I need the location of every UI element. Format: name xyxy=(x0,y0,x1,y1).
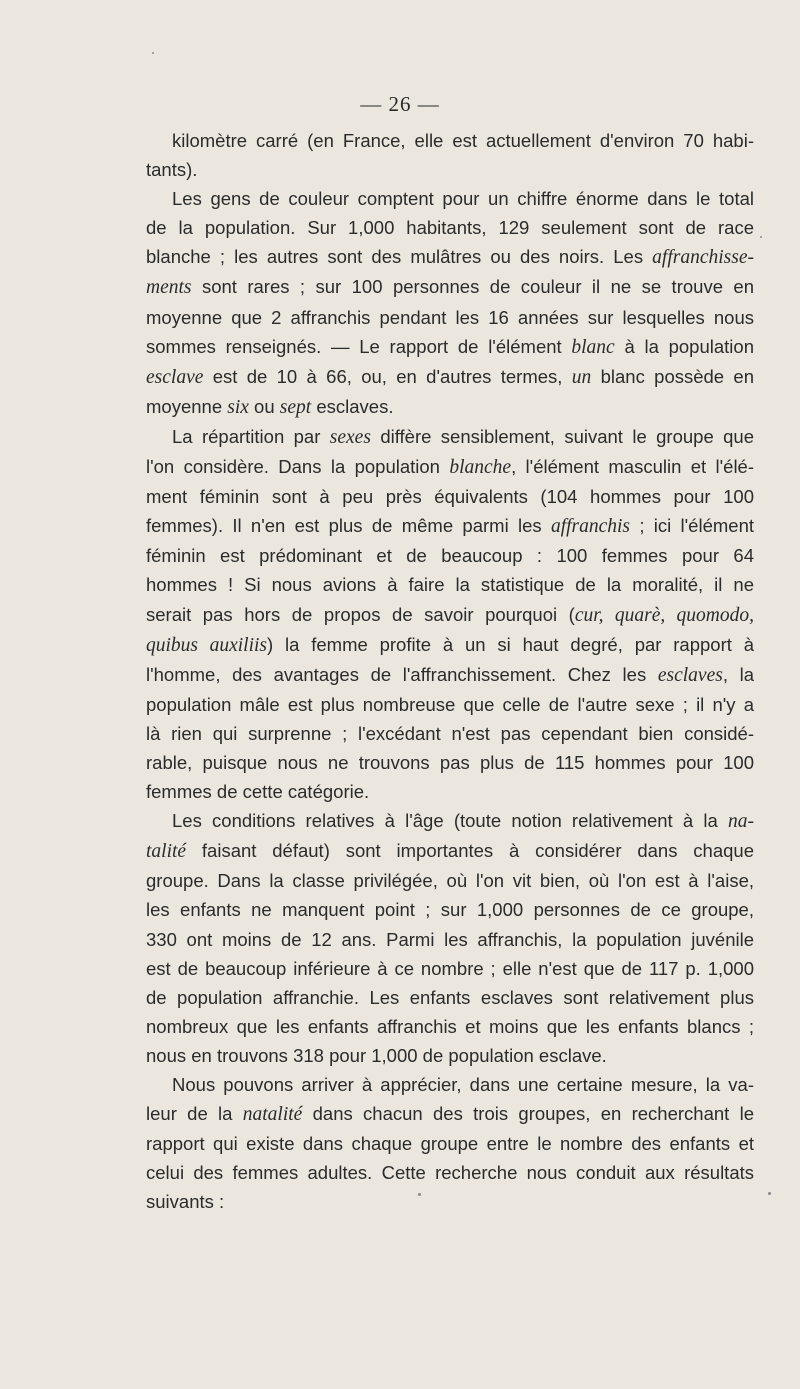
text-run: moyenne xyxy=(146,395,228,417)
print-speck xyxy=(760,236,762,238)
text-run: est de beaucoup inférieure à ce nombre ; elle n'est que de 117 p. 1,000 xyxy=(146,957,754,979)
text-run: femmes de cette catégorie. xyxy=(146,781,370,803)
text-run: celui des femmes adultes. Cette recherche nous conduit aux résultats xyxy=(146,1162,754,1184)
text-line xyxy=(146,1041,754,1070)
italic-text: blanche xyxy=(449,457,512,479)
italic-text: blanc xyxy=(571,336,615,358)
text-run: La répartition par xyxy=(172,425,330,447)
print-speck xyxy=(152,52,154,54)
paragraph xyxy=(146,806,754,1070)
italic-text: ments xyxy=(146,277,192,299)
italic-text: quibus auxiliis xyxy=(146,634,267,656)
text-line xyxy=(146,511,754,541)
text-run: Les gens de couleur comptent pour un chiffre énorme dans le total xyxy=(172,188,754,210)
text-line xyxy=(146,184,754,213)
text-run: 330 ont moins de 12 ans. Parmi les affranchis, la population juvénile xyxy=(146,928,754,950)
text-line xyxy=(146,272,754,302)
text-run: là rien qui surprenne ; l'excédant n'est pas cependant bien considé- xyxy=(146,722,754,744)
text-run: diffère sensiblement, suivant le groupe que xyxy=(370,425,754,447)
italic-text: cur, quarè, quomodo, xyxy=(574,604,754,626)
text-line xyxy=(146,690,754,719)
text-run: femmes). Il n'en est plus de même parmi les xyxy=(146,515,551,537)
italic-text: sexes xyxy=(329,426,371,448)
italic-text: na- xyxy=(728,811,754,833)
text-run: nombreux que les enfants affranchis et moins que les enfants blancs ; xyxy=(146,1015,754,1037)
italic-text: six xyxy=(227,396,249,418)
text-run: dans chacun des trois groupes, en recherchant le xyxy=(302,1103,754,1125)
text-run: moyenne que 2 affranchis pendant les 16 années sur lesquelles nous xyxy=(146,306,754,328)
text-line xyxy=(146,925,754,954)
body-text xyxy=(146,126,754,1216)
text-line xyxy=(146,213,754,242)
text-line xyxy=(146,1099,754,1129)
italic-text: esclaves xyxy=(657,664,723,686)
text-run: l'homme, des avantages de l'affranchissement. Chez les xyxy=(146,663,658,685)
text-run: est de 10 à 66, ou, en d'autres termes, xyxy=(203,365,572,387)
text-line xyxy=(146,541,754,570)
text-line xyxy=(146,836,754,866)
italic-text: esclave xyxy=(146,366,204,388)
text-run: , l'élément masculin et l'élé- xyxy=(511,456,754,478)
italic-text: natalité xyxy=(242,1104,303,1126)
italic-text: sept xyxy=(279,396,312,418)
text-run: groupe. Dans la classe privilégée, où l'on vit bien, où l'on est à l'aise, xyxy=(146,870,754,892)
text-line xyxy=(146,806,754,836)
text-run: , la xyxy=(722,663,754,685)
text-run: à la population xyxy=(614,335,754,357)
text-run: Les conditions relatives à l'âge (toute notion relativement à la xyxy=(172,810,728,832)
text-line xyxy=(146,983,754,1012)
italic-text: affranchisse- xyxy=(652,247,754,269)
paragraph xyxy=(146,422,754,806)
italic-text: talité xyxy=(146,841,187,863)
text-run: féminin est prédominant et de beaucoup : 100 femmes pour 64 xyxy=(146,545,754,567)
text-line xyxy=(146,895,754,924)
paragraph xyxy=(146,184,754,422)
text-line xyxy=(146,332,754,362)
text-line xyxy=(146,242,754,272)
text-line xyxy=(146,660,754,690)
text-run: ; ici l'élément xyxy=(630,515,754,537)
text-line xyxy=(146,1129,754,1158)
text-line xyxy=(146,570,754,599)
text-line xyxy=(146,1070,754,1099)
text-run: blanche ; les autres sont des mulâtres ou des noirs. Les xyxy=(146,246,653,268)
text-line xyxy=(146,452,754,482)
text-run: de population affranchie. Les enfants esclaves sont relativement plus xyxy=(146,986,754,1008)
print-speck xyxy=(768,1192,771,1195)
text-run: l'on considère. Dans la population xyxy=(146,456,450,478)
text-run: sommes renseignés. — Le rapport de l'élément xyxy=(146,335,572,357)
text-run: ) la femme profite à un si haut degré, par rapport à xyxy=(267,633,755,655)
text-line xyxy=(146,719,754,748)
text-line xyxy=(146,1012,754,1041)
text-run: tants). xyxy=(146,159,198,181)
text-line xyxy=(146,482,754,511)
print-speck xyxy=(418,1193,421,1196)
text-line xyxy=(146,630,754,660)
text-line xyxy=(146,954,754,983)
text-line xyxy=(146,866,754,895)
text-run: sont rares ; sur 100 personnes de couleur il ne se trouve en xyxy=(191,276,754,298)
text-line xyxy=(146,1158,754,1187)
text-run: suivants : xyxy=(146,1191,225,1213)
italic-text: un xyxy=(571,366,592,388)
text-run: Nous pouvons arriver à apprécier, dans une certaine mesure, la va- xyxy=(172,1074,754,1095)
text-line xyxy=(146,303,754,332)
text-run: hommes ! Si nous avions à faire la statistique de la moralité, il ne xyxy=(146,574,754,596)
text-run: blanc possède en xyxy=(591,365,755,387)
text-line xyxy=(146,600,754,630)
text-run: rable, puisque nous ne trouvons pas plus de 115 hommes pour 100 xyxy=(146,751,754,773)
text-run: leur de la xyxy=(146,1103,243,1125)
text-line xyxy=(146,392,754,422)
text-line xyxy=(146,748,754,777)
page-number: — 26 — xyxy=(360,92,440,116)
text-run: rapport qui existe dans chaque groupe entre le nombre des enfants et xyxy=(146,1133,754,1155)
text-line xyxy=(146,155,754,184)
text-run: ou xyxy=(248,395,280,417)
text-line xyxy=(146,422,754,452)
italic-text: affranchis xyxy=(550,516,631,538)
text-line xyxy=(146,1187,754,1216)
paragraph xyxy=(146,126,754,184)
paragraph xyxy=(146,1070,754,1216)
text-run: serait pas hors de propos de savoir pourquoi ( xyxy=(146,603,575,625)
text-line xyxy=(146,362,754,392)
text-run: esclaves. xyxy=(311,395,394,417)
text-line xyxy=(146,777,754,806)
text-run: kilomètre carré (en France, elle est actuellement d'environ 70 habi- xyxy=(172,130,754,151)
text-run: les enfants ne manquent point ; sur 1,000 personnes de ce groupe, xyxy=(146,899,754,921)
text-run: population mâle est plus nombreuse que celle de l'autre sexe ; il n'y a xyxy=(146,693,754,715)
text-run: ment féminin sont à peu près équivalents (104 hommes pour 100 xyxy=(146,486,754,508)
text-run: faisant défaut) sont importantes à considérer dans chaque xyxy=(186,840,754,862)
text-line xyxy=(146,126,754,155)
text-run: de la population. Sur 1,000 habitants, 129 seulement sont de race xyxy=(146,217,754,239)
text-run: nous en trouvons 318 pour 1,000 de population esclave. xyxy=(146,1044,607,1066)
